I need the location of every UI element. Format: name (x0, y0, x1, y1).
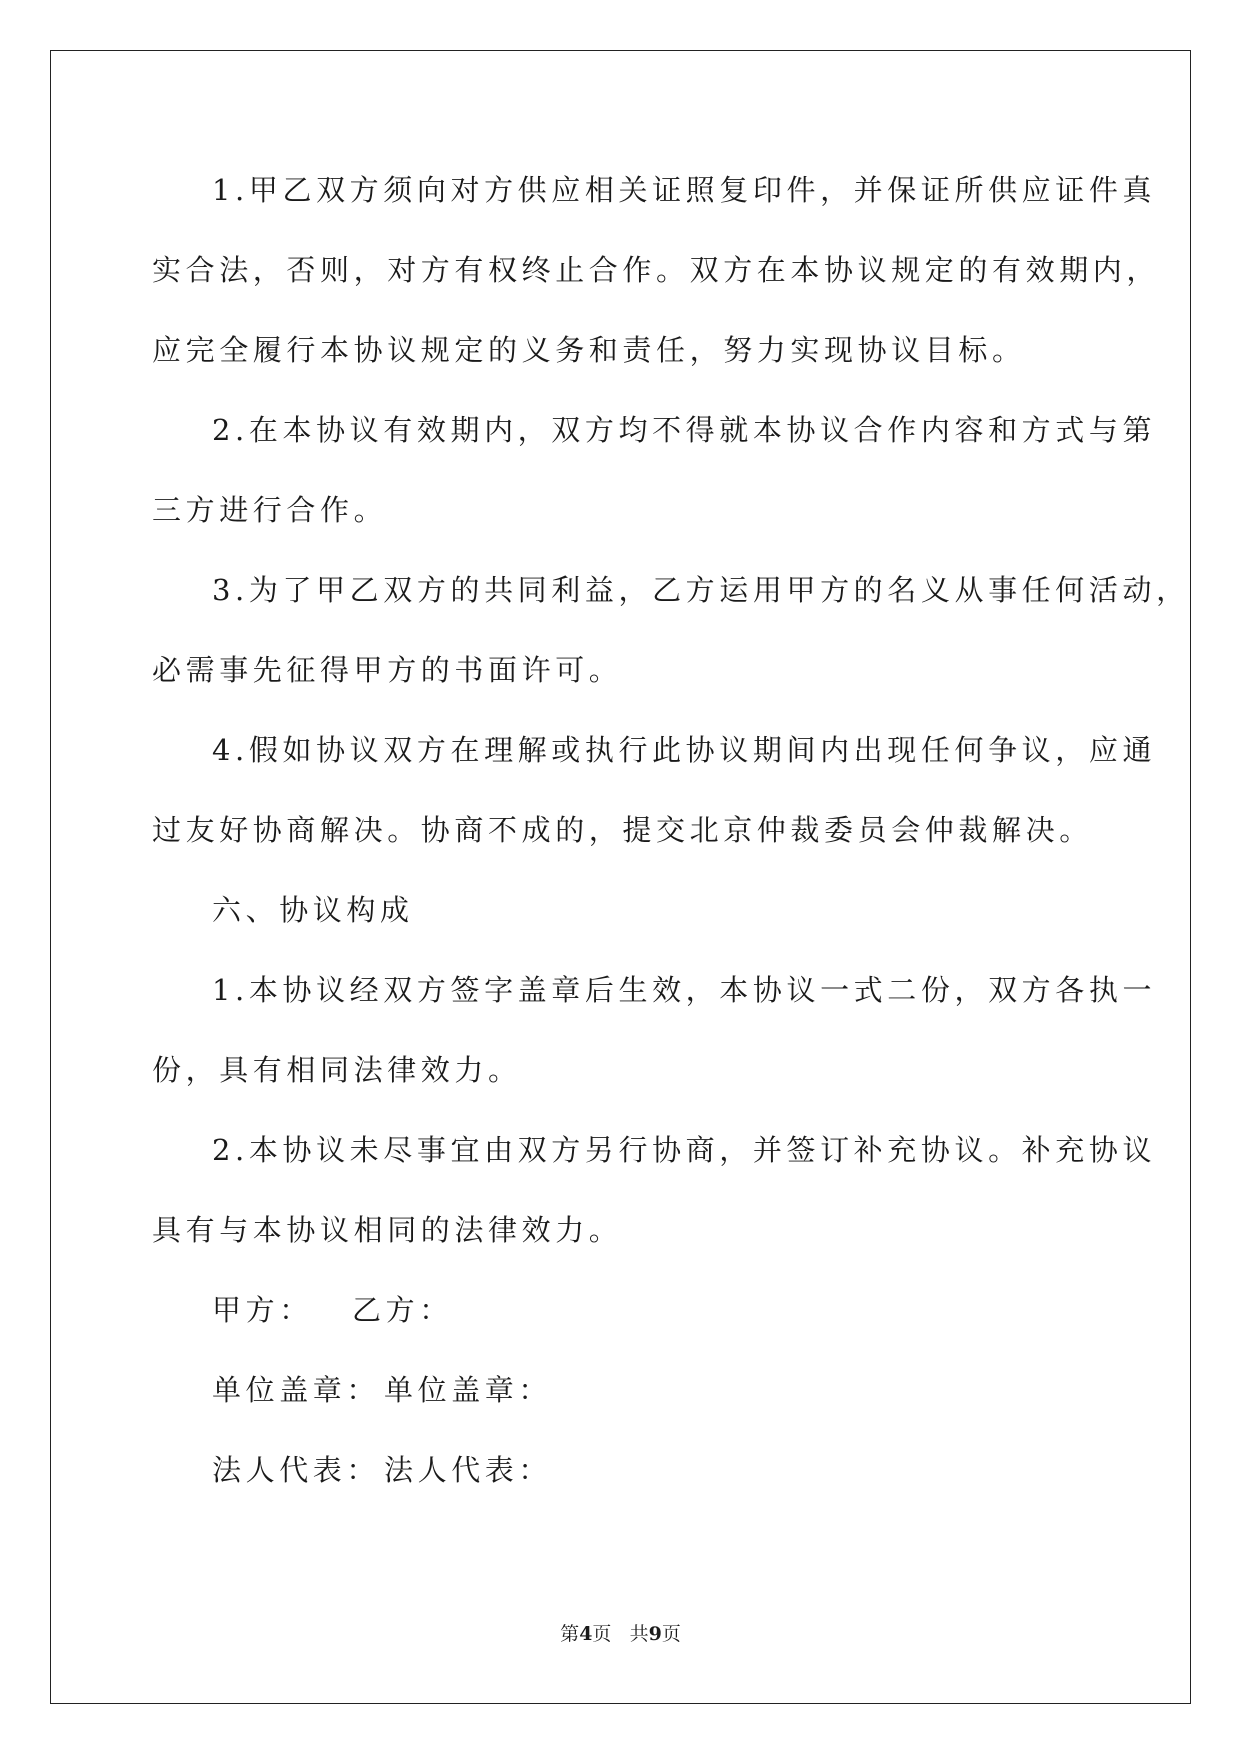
total-pages-number: 9 (648, 1623, 662, 1645)
paragraph-line: 过友好协商解决。协商不成的，提交北京仲裁委员会仲裁解决。 (152, 813, 1093, 847)
paragraph-line: 3.为了甲乙双方的共同利益，乙方运用甲方的名义从事任何活动， (212, 573, 1190, 607)
footer-page-suffix: 页 (592, 1623, 612, 1645)
footer-total-suffix: 页 (661, 1623, 681, 1645)
paragraph-line: 4.假如协议双方在理解或执行此协议期间内出现任何争议，应通 (212, 733, 1157, 767)
paragraph-line: 1.甲乙双方须向对方供应相关证照复印件，并保证所供应证件真 (212, 173, 1157, 207)
current-page-number: 4 (579, 1623, 593, 1645)
representative-a-label: 法人代表： (212, 1453, 381, 1487)
footer-prefix: 第 (560, 1623, 580, 1645)
paragraph-line: 具有与本协议相同的法律效力。 (152, 1213, 623, 1247)
section-heading: 六、协议构成 (212, 893, 414, 927)
paragraph-line: 必需事先征得甲方的书面许可。 (152, 653, 623, 687)
page-footer (0, 1619, 1241, 1646)
party-b-label: 乙方： (352, 1293, 453, 1327)
paragraph-line: 实合法，否则，对方有权终止合作。双方在本协议规定的有效期内， (152, 253, 1161, 287)
paragraph-line: 2.本协议未尽事宜由双方另行协商，并签订补充协议。补充协议 (212, 1133, 1157, 1167)
paragraph-line: 应完全履行本协议规定的义务和责任，努力实现协议目标。 (152, 333, 1026, 367)
party-a-label: 甲方： (212, 1293, 313, 1327)
representative-b-label: 法人代表： (384, 1453, 553, 1487)
paragraph-line: 2.在本协议有效期内，双方均不得就本协议合作内容和方式与第 (212, 413, 1157, 447)
footer-total-prefix: 共 (629, 1623, 649, 1645)
seal-a-label: 单位盖章： (212, 1373, 381, 1407)
paragraph-line: 三方进行合作。 (152, 493, 388, 527)
paragraph-line: 份，具有相同法律效力。 (152, 1053, 522, 1087)
seal-b-label: 单位盖章： (384, 1373, 553, 1407)
paragraph-line: 1.本协议经双方签字盖章后生效，本协议一式二份，双方各执一 (212, 973, 1157, 1007)
